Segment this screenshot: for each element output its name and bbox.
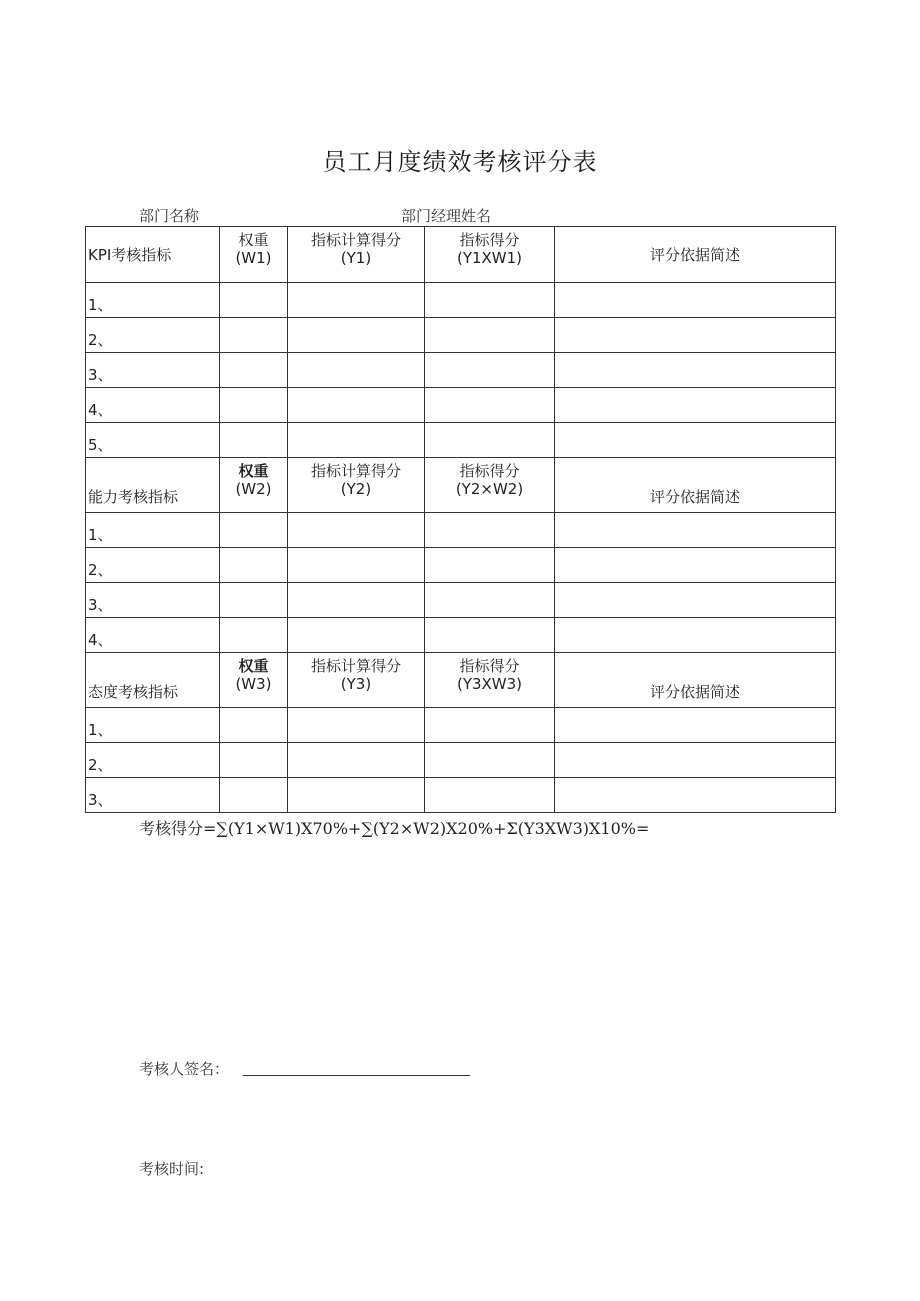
weight-cell[interactable] [220, 548, 288, 583]
row-label: 3、 [86, 583, 220, 618]
table-row [86, 318, 836, 353]
ability-header-row [86, 458, 836, 513]
table-row [86, 548, 836, 583]
score-cell[interactable] [425, 388, 555, 423]
calc-cell[interactable] [288, 618, 425, 653]
calc-cell[interactable] [288, 423, 425, 458]
desc-cell[interactable] [555, 388, 836, 423]
weight-cell[interactable] [220, 388, 288, 423]
row-label: 2、 [86, 548, 220, 583]
row-label: 4、 [86, 388, 220, 423]
score-table [85, 226, 836, 813]
row-label: 1、 [86, 283, 220, 318]
kpi-indicator-header: KPI考核指标 [86, 227, 220, 283]
weight-cell[interactable] [220, 353, 288, 388]
weight-cell[interactable] [220, 513, 288, 548]
attitude-indicator-header: 态度考核指标 [86, 653, 220, 708]
calc-cell[interactable] [288, 548, 425, 583]
row-label: 2、 [86, 318, 220, 353]
weight-cell[interactable] [220, 618, 288, 653]
score-cell[interactable] [425, 583, 555, 618]
calc-cell[interactable] [288, 778, 425, 813]
score-cell[interactable] [425, 743, 555, 778]
kpi-desc-header: 评分依据简述 [555, 227, 836, 283]
desc-cell[interactable] [555, 353, 836, 388]
score-cell[interactable] [425, 778, 555, 813]
kpi-calc-header: 指标计算得分 (Y1) [288, 227, 425, 283]
attitude-weight-header: 权重 (W3) [220, 653, 288, 708]
attitude-calc-header: 指标计算得分 (Y3) [288, 653, 425, 708]
desc-cell[interactable] [555, 618, 836, 653]
score-cell[interactable] [425, 353, 555, 388]
table-row [86, 708, 836, 743]
table-row [86, 743, 836, 778]
calc-cell[interactable] [288, 743, 425, 778]
desc-cell[interactable] [555, 778, 836, 813]
row-label: 5、 [86, 423, 220, 458]
attitude-desc-header: 评分依据简述 [555, 653, 836, 708]
calc-cell[interactable] [288, 318, 425, 353]
weight-cell[interactable] [220, 283, 288, 318]
attitude-header-row [86, 653, 836, 708]
row-label: 1、 [86, 708, 220, 743]
weight-cell[interactable] [220, 318, 288, 353]
desc-cell[interactable] [555, 708, 836, 743]
row-label: 1、 [86, 513, 220, 548]
row-label: 4、 [86, 618, 220, 653]
desc-cell[interactable] [555, 318, 836, 353]
desc-cell[interactable] [555, 583, 836, 618]
calc-cell[interactable] [288, 583, 425, 618]
score-cell[interactable] [425, 708, 555, 743]
weight-cell[interactable] [220, 423, 288, 458]
desc-cell[interactable] [555, 283, 836, 318]
weight-cell[interactable] [220, 708, 288, 743]
score-cell[interactable] [425, 423, 555, 458]
ability-score-header: 指标得分 (Y2×W2) [425, 458, 555, 513]
table-row [86, 283, 836, 318]
kpi-header-row [86, 227, 836, 283]
score-cell[interactable] [425, 618, 555, 653]
attitude-score-header: 指标得分 (Y3XW3) [425, 653, 555, 708]
signature-line[interactable] [243, 1075, 470, 1076]
desc-cell[interactable] [555, 548, 836, 583]
weight-cell[interactable] [220, 778, 288, 813]
desc-cell[interactable] [555, 423, 836, 458]
ability-indicator-header: 能力考核指标 [86, 458, 220, 513]
review-time-label: 考核时间: [139, 1160, 205, 1178]
table-row [86, 778, 836, 813]
page-title: 员工月度绩效考核评分表 [322, 148, 598, 176]
score-cell[interactable] [425, 548, 555, 583]
ability-weight-header: 权重 (W2) [220, 458, 288, 513]
weight-cell[interactable] [220, 743, 288, 778]
calc-cell[interactable] [288, 353, 425, 388]
kpi-score-header: 指标得分 (Y1XW1) [425, 227, 555, 283]
calc-cell[interactable] [288, 513, 425, 548]
score-cell[interactable] [425, 513, 555, 548]
manager-name-label: 部门经理姓名 [401, 207, 492, 225]
kpi-weight-header: 权重 (W1) [220, 227, 288, 283]
table-row [86, 423, 836, 458]
row-label: 3、 [86, 353, 220, 388]
table-row [86, 618, 836, 653]
calc-cell[interactable] [288, 283, 425, 318]
ability-calc-header: 指标计算得分 (Y2) [288, 458, 425, 513]
row-label: 3、 [86, 778, 220, 813]
score-formula: 考核得分=∑(Y1×W1)X70%+∑(Y2×W2)X20%+Σ(Y3XW3)X10%= [139, 819, 650, 838]
department-name-label: 部门名称 [139, 207, 200, 225]
table-row [86, 388, 836, 423]
table-row [86, 583, 836, 618]
weight-cell[interactable] [220, 583, 288, 618]
score-cell[interactable] [425, 283, 555, 318]
desc-cell[interactable] [555, 743, 836, 778]
desc-cell[interactable] [555, 513, 836, 548]
signature-label: 考核人签名： [139, 1060, 230, 1078]
table-row [86, 513, 836, 548]
calc-cell[interactable] [288, 388, 425, 423]
ability-desc-header: 评分依据简述 [555, 458, 836, 513]
score-cell[interactable] [425, 318, 555, 353]
calc-cell[interactable] [288, 708, 425, 743]
table-row [86, 353, 836, 388]
row-label: 2、 [86, 743, 220, 778]
